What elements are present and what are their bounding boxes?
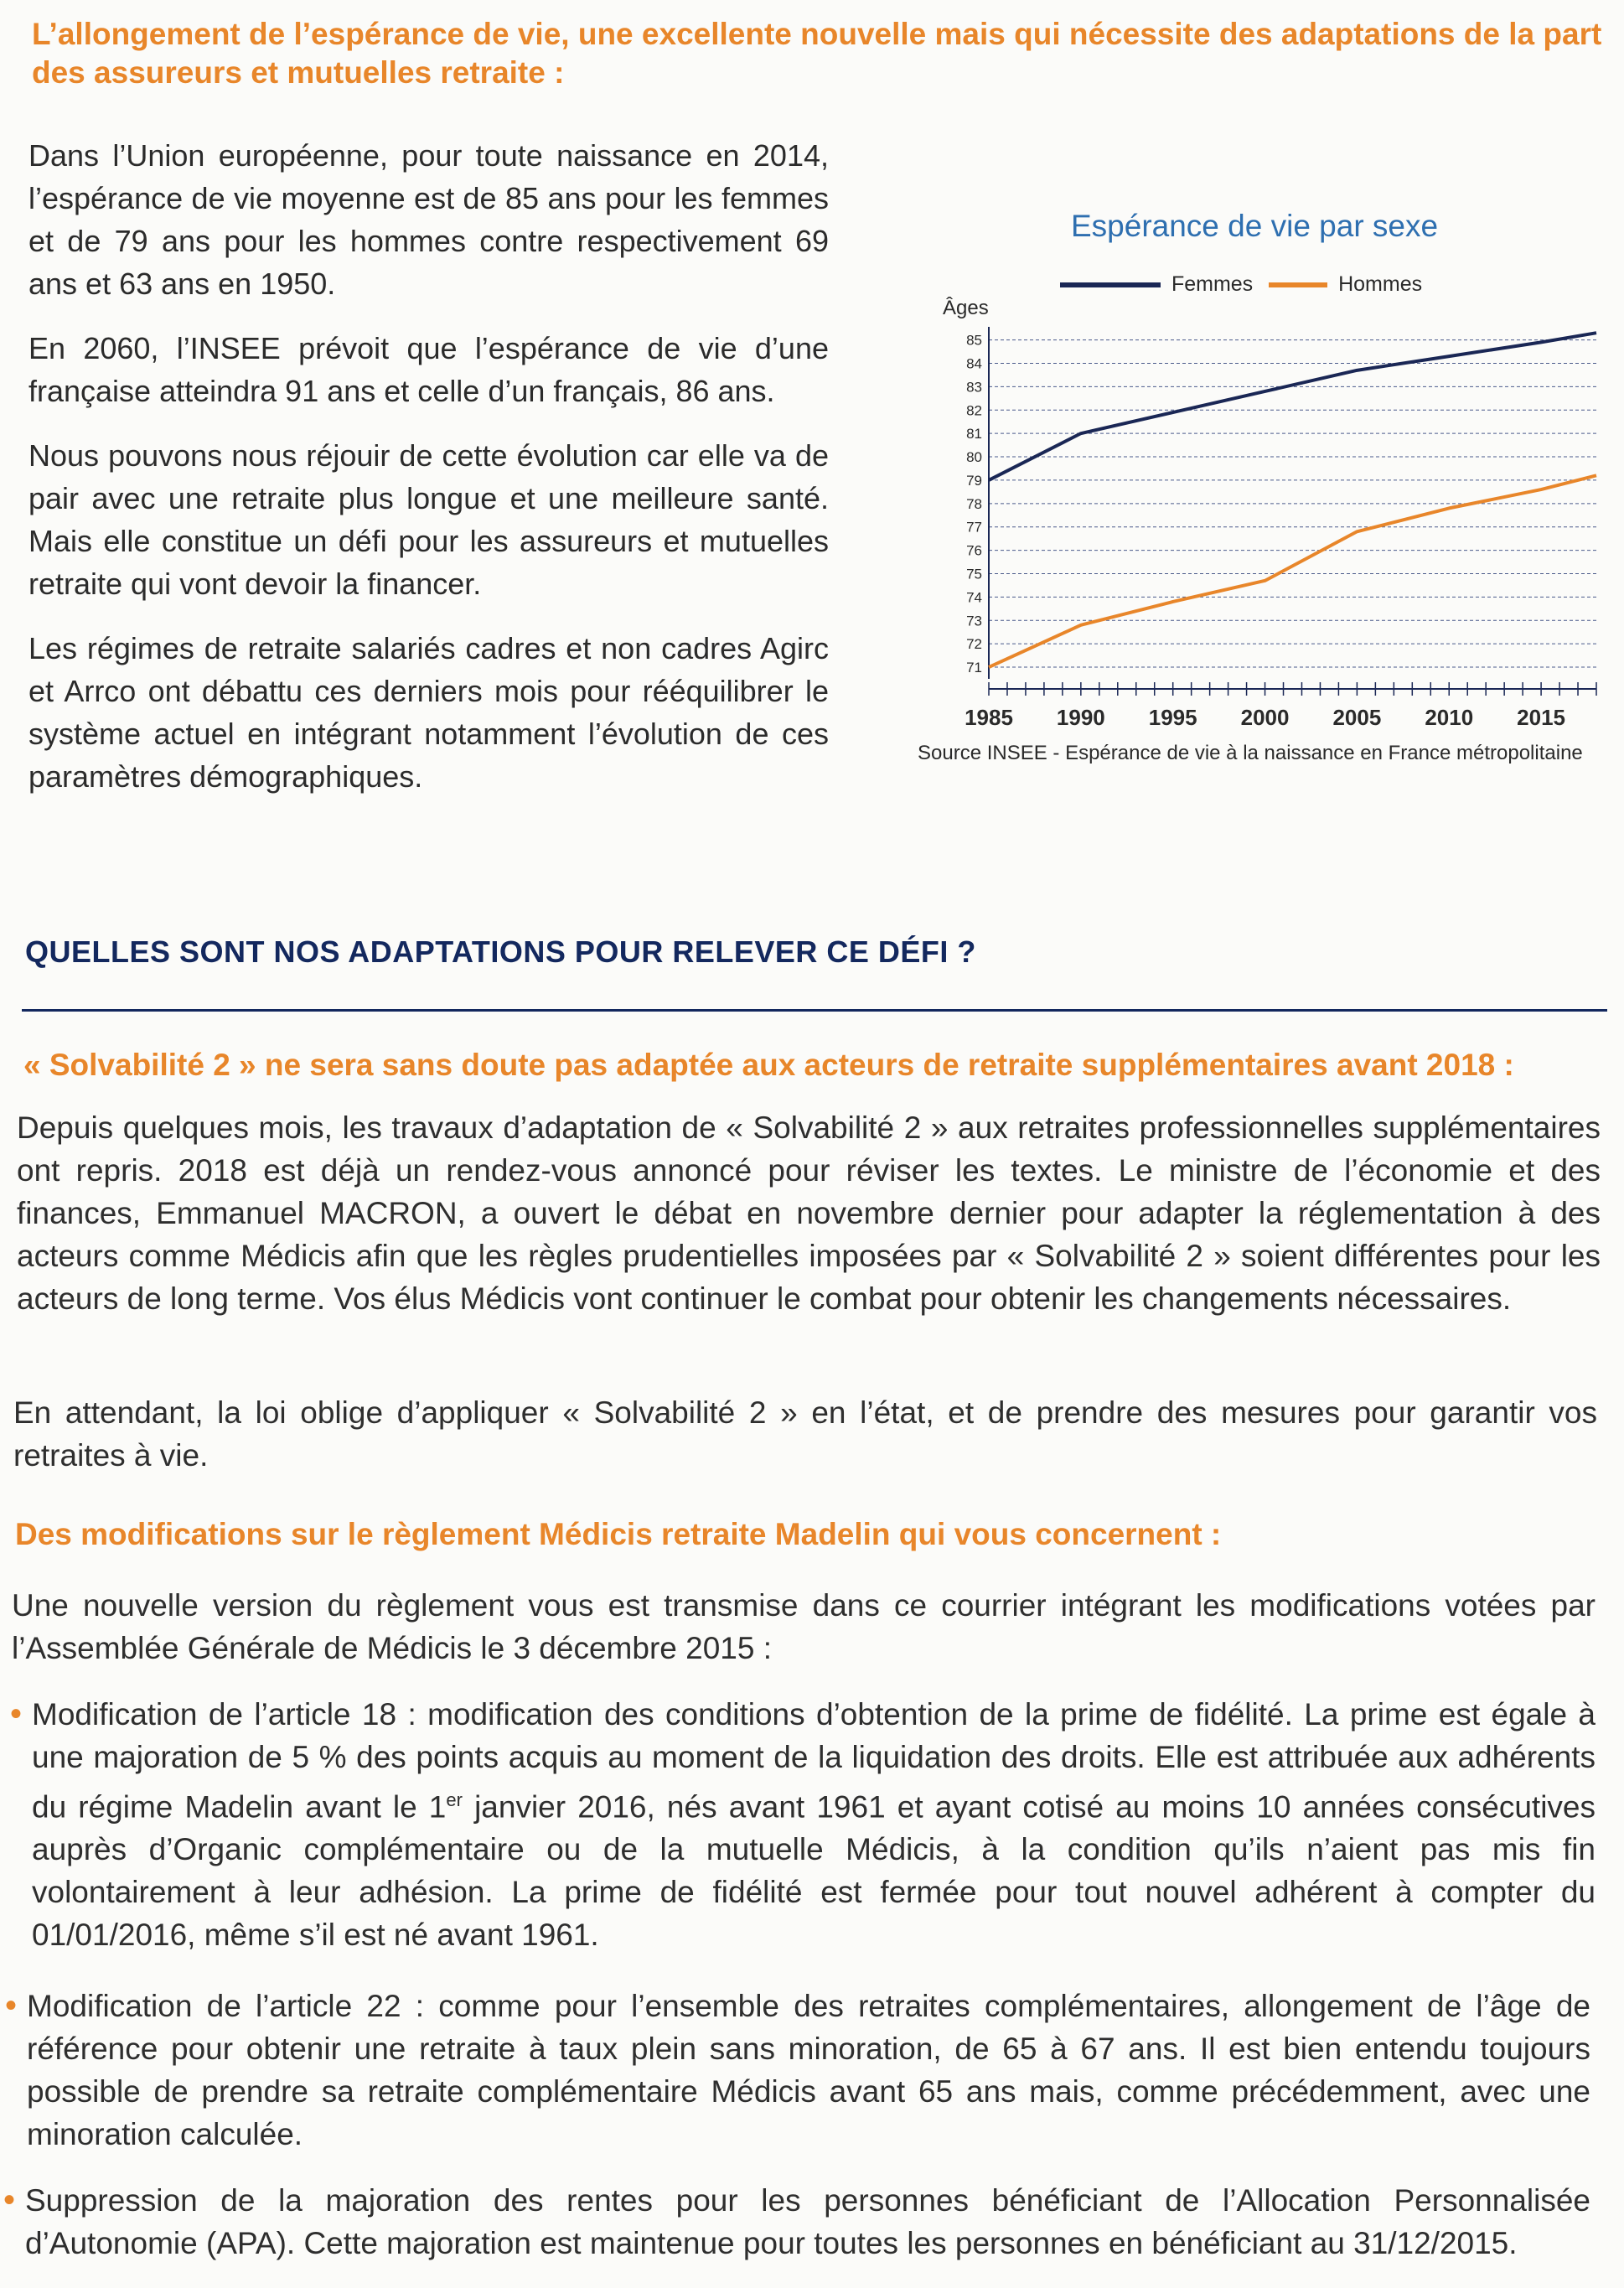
y-axis-label: Âges [943, 297, 989, 319]
bullet-text: Suppression de la majoration des rentes pour les personnes bénéficiant de l’Allocation Personnalisée d’Autonomie (APA). Cette majoration est maintenue pour toutes les personnes en bénéficiant au 31/12/2015. [25, 2183, 1590, 2260]
section-divider [22, 1009, 1607, 1012]
chart-plot [888, 205, 1609, 742]
y-tick-label: 75 [966, 566, 982, 582]
madelin-heading: Des modifications sur le règlement Médicis retraite Madelin qui vous concernent : [15, 1517, 1222, 1551]
series-line-hommes [989, 475, 1596, 667]
life-expectancy-chart [888, 205, 1609, 784]
x-tick-label: 1990 [1056, 705, 1105, 730]
bullet-dot: • [3, 2182, 16, 2218]
bullet-article-22 [5, 1985, 1590, 2156]
intro-column [28, 134, 829, 820]
article-heading: L’allongement de l’espérance de vie, une excellente nouvelle mais qui nécessite des adaptations de la part des assureurs et mutuelles retraite : [32, 17, 1602, 90]
superscript: er [446, 1789, 463, 1810]
y-tick-label: 85 [966, 332, 982, 349]
y-tick-label: 81 [966, 426, 982, 443]
y-tick-label: 79 [966, 472, 982, 489]
y-tick-label: 82 [966, 402, 982, 419]
y-tick-label: 74 [966, 589, 982, 606]
paragraph-madelin-intro: Une nouvelle version du règlement vous est transmise dans ce courrier intégrant les modifications votées par l’Assemblée Générale de Médicis le 3 décembre 2015 : [12, 1588, 1596, 1665]
y-tick-label: 84 [966, 355, 982, 372]
bullet-apa [3, 2179, 1590, 2265]
paragraph-eu-life-expectancy: Dans l’Union européenne, pour toute naissance en 2014, l’espérance de vie moyenne est de 85 ans pour les femmes et de 79 ans pour les hommes contre respectivement 69 ans et 63 ans en 1950. [28, 138, 829, 301]
paragraph-insee-forecast: En 2060, l’INSEE prévoit que l’espérance de vie d’une française atteindra 91 ans et celle d’un français, 86 ans. [28, 331, 829, 408]
y-tick-label: 83 [966, 379, 982, 396]
bullet-text: Modification de l’article 22 : comme pour l’ensemble des retraites complémentaires, allongement de l’âge de référence pour obtenir une retraite à taux plein sans minoration, de 65 à 67 ans. Il est bien entendu toujours possible de prendre sa retraite complémentaire Médicis avant 65 ans mais, comme précédemment, avec une minoration calculée. [27, 1989, 1590, 2151]
paragraph-challenge: Nous pouvons nous réjouir de cette évolution car elle va de pair avec une retraite plus longue et une meilleure santé. Mais elle constitue un défi pour les assureurs et mutuelles retraite qui vont devoir la financer. [28, 438, 829, 601]
bullet-dot: • [5, 1987, 18, 2024]
y-tick-label: 77 [966, 519, 982, 536]
x-tick-label: 2000 [1240, 705, 1290, 730]
paragraph-solvabilite-work: Depuis quelques mois, les travaux d’adaptation de « Solvabilité 2 » aux retraites professionnelles supplémentaires ont repris. 2018 est déjà un rendez-vous annoncé pour réviser les textes. Le ministre de l’économie et des finances, Emmanuel MACRON, a ouvert le débat en novembre dernier pour adapter la réglementation à des acteurs comme Médicis afin que les règles prudentielles imposées par « Solvabilité 2 » soient différentes pour les acteurs de long terme. Vos élus Médicis vont continuer le combat pour obtenir les changements nécessaires. [17, 1110, 1601, 1316]
y-tick-label: 76 [966, 542, 982, 559]
y-tick-label: 72 [966, 636, 982, 653]
bullet-article-18 [10, 1693, 1596, 1956]
x-tick-label: 2015 [1517, 705, 1566, 730]
chart-source: Source INSEE - Espérance de vie à la naissance en France métropolitaine [918, 742, 1583, 764]
chart-title: Espérance de vie par sexe [1071, 209, 1439, 243]
legend-label-hommes: Hommes [1338, 272, 1423, 296]
x-tick-label: 2010 [1425, 705, 1474, 730]
series-line-femmes [989, 333, 1596, 480]
section-title: QUELLES SONT NOS ADAPTATIONS POUR RELEVER CE DÉFI ? [25, 934, 976, 969]
legend-label-femmes: Femmes [1171, 272, 1254, 296]
x-tick-label: 1995 [1148, 705, 1197, 730]
solvabilite-heading: « Solvabilité 2 » ne sera sans doute pas adaptée aux acteurs de retraite supplémentaires avant 2018 : [23, 1048, 1514, 1082]
x-tick-label: 2005 [1332, 705, 1382, 730]
y-tick-label: 71 [966, 660, 982, 676]
paragraph-agirc-arrco: Les régimes de retraite salariés cadres et non cadres Agirc et Arrco ont débattu ces derniers mois pour rééquilibrer le système actuel en intégrant notamment l’évolution de ces paramètres démographiques. [28, 631, 829, 794]
x-tick-label: 1985 [965, 705, 1013, 730]
y-tick-label: 78 [966, 495, 982, 512]
bullet-text: janvier 2016, nés avant 1961 et ayant cotisé au moins 10 années consécutives auprès d’Organic complémentaire ou de la mutuelle Médicis, à la condition qu’ils n’aient pas mis fin volontairement à leur adhésion. La prime de fidélité est fermée pour tout nouvel adhérent à compter du 01/01/2016, même s’il est né avant 1961. [32, 1789, 1596, 1953]
bullet-text: Modification de l’article 18 : modification des conditions d’obtention de la prime de fidélité. La prime est égale à une majoration de 5 % des points acquis au moment de la liquidation des droits. Elle est attribuée aux adhérents du régime Madelin avant le 1 [32, 1697, 1596, 1825]
paragraph-solvabilite-law: En attendant, la loi oblige d’appliquer « Solvabilité 2 » en l’état, et de prendre des mesures pour garantir vos retraites à vie. [13, 1395, 1597, 1473]
y-tick-label: 80 [966, 449, 982, 466]
y-tick-label: 73 [966, 613, 982, 629]
bullet-dot: • [10, 1695, 23, 1732]
